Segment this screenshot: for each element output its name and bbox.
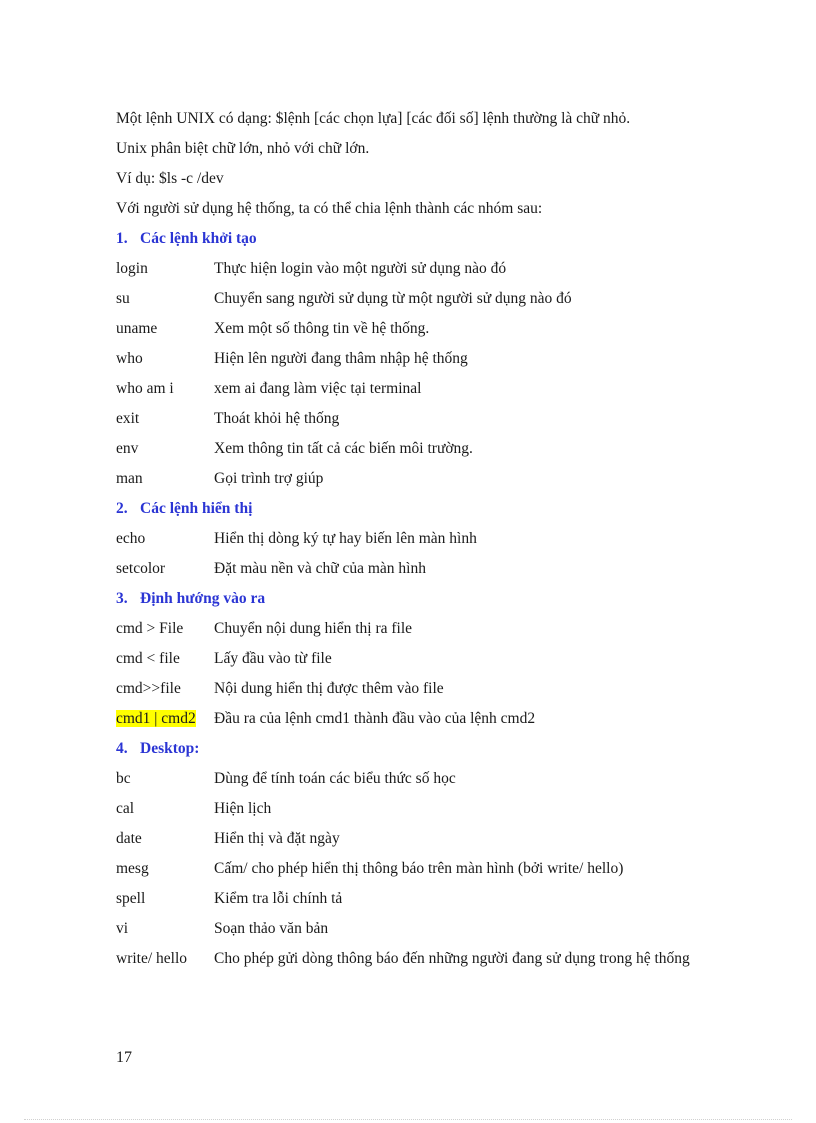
command-name: su (116, 290, 130, 307)
section-title: Các lệnh hiển thị (140, 500, 253, 517)
command-name: who am i (116, 380, 174, 397)
command-row (116, 374, 726, 404)
section-number: 3. (116, 590, 128, 607)
intro-line: Ví dụ: $ls -c /dev (116, 170, 224, 187)
command-description: Soạn thảo văn bản (214, 920, 329, 937)
command-row (116, 824, 726, 854)
command-row (116, 464, 726, 494)
command-description: Đặt màu nền và chữ của màn hình (214, 560, 426, 577)
command-name: man (116, 470, 143, 487)
command-row (116, 794, 726, 824)
command-description: Hiển thị dòng ký tự hay biến lên màn hình (214, 530, 477, 547)
command-name: cmd > File (116, 620, 184, 637)
command-name: write/ hello (116, 950, 188, 967)
command-description: Đầu ra của lệnh cmd1 thành đầu vào của lệnh cmd2 (214, 710, 536, 727)
command-description: Gọi trình trợ giúp (214, 470, 324, 487)
command-row (116, 884, 726, 914)
command-description: Hiện lịch (214, 800, 272, 817)
command-row (116, 524, 726, 554)
command-name: bc (116, 770, 131, 787)
command-row (116, 434, 726, 464)
command-description: Nội dung hiển thị được thêm vào file (214, 680, 444, 697)
command-description: Xem thông tin tất cả các biến môi trường. (214, 440, 473, 457)
command-description: Cấm/ cho phép hiển thị thông báo trên màn hình (bởi write/ hello) (214, 860, 624, 877)
command-row (116, 314, 726, 344)
command-description: Chuyển sang người sử dụng từ một người sử dụng nào đó (214, 290, 572, 307)
command-description: Xem một số thông tin về hệ thống. (214, 320, 430, 337)
command-description: Kiểm tra lỗi chính tả (214, 890, 343, 907)
command-name: env (116, 440, 139, 457)
command-name: login (116, 260, 148, 277)
section-number: 2. (116, 500, 128, 517)
command-name: exit (116, 410, 140, 427)
section-heading (116, 494, 726, 524)
intro-line: Unix phân biệt chữ lớn, nhỏ với chữ lớn. (116, 140, 370, 157)
command-row (116, 284, 726, 314)
command-row (116, 764, 726, 794)
command-row (116, 614, 726, 644)
intro-line: Với người sử dụng hệ thống, ta có thể chia lệnh thành các nhóm sau: (116, 200, 543, 217)
command-row (116, 644, 726, 674)
command-description: Hiển thị và đặt ngày (214, 830, 340, 847)
page-content (116, 104, 726, 974)
command-name: mesg (116, 860, 149, 877)
command-description: Chuyển nội dung hiển thị ra file (214, 620, 413, 637)
command-name: echo (116, 530, 146, 547)
command-name: cal (116, 800, 135, 817)
page-number: 17 (116, 1049, 132, 1066)
command-name: cmd < file (116, 650, 180, 667)
command-row (116, 914, 726, 944)
command-description: Cho phép gửi dòng thông báo đến những người đang sử dụng trong hệ thống (214, 950, 690, 967)
command-row (116, 554, 726, 584)
command-row (116, 854, 726, 884)
command-name-highlighted (116, 704, 214, 734)
command-row (116, 674, 726, 704)
section-title: Định hướng vào ra (140, 590, 266, 607)
command-name: cmd>>file (116, 680, 181, 697)
command-description: Dùng để tính toán các biểu thức số học (214, 770, 456, 787)
command-name: date (116, 830, 142, 847)
command-description: Lấy đầu vào từ file (214, 650, 332, 667)
section-number: 4. (116, 740, 128, 757)
command-row (116, 944, 726, 974)
command-description: Thực hiện login vào một người sử dụng nào đó (214, 260, 507, 277)
command-name: who (116, 350, 143, 367)
section-title: Các lệnh khởi tạo (140, 230, 257, 247)
section-heading (116, 224, 726, 254)
section-heading (116, 734, 726, 764)
highlight-mark: cmd1 | cmd2 (116, 710, 196, 727)
command-row (116, 254, 726, 284)
section-heading (116, 584, 726, 614)
page-bottom-divider (24, 1119, 792, 1120)
command-name: vi (116, 920, 129, 937)
command-description: Hiện lên người đang thâm nhập hệ thống (214, 350, 468, 367)
command-row (116, 344, 726, 374)
command-name: uname (116, 320, 158, 337)
command-row (116, 404, 726, 434)
command-description: Thoát khỏi hệ thống (214, 410, 340, 427)
command-name: spell (116, 890, 146, 907)
command-row (116, 704, 726, 734)
intro-line: Một lệnh UNIX có dạng: $lệnh [các chọn lựa] [các đối số] lệnh thường là chữ nhỏ. (116, 110, 631, 127)
section-title: Desktop: (140, 740, 200, 757)
command-name: setcolor (116, 560, 166, 577)
command-description: xem ai đang làm việc tại terminal (214, 380, 422, 397)
section-number: 1. (116, 230, 128, 247)
